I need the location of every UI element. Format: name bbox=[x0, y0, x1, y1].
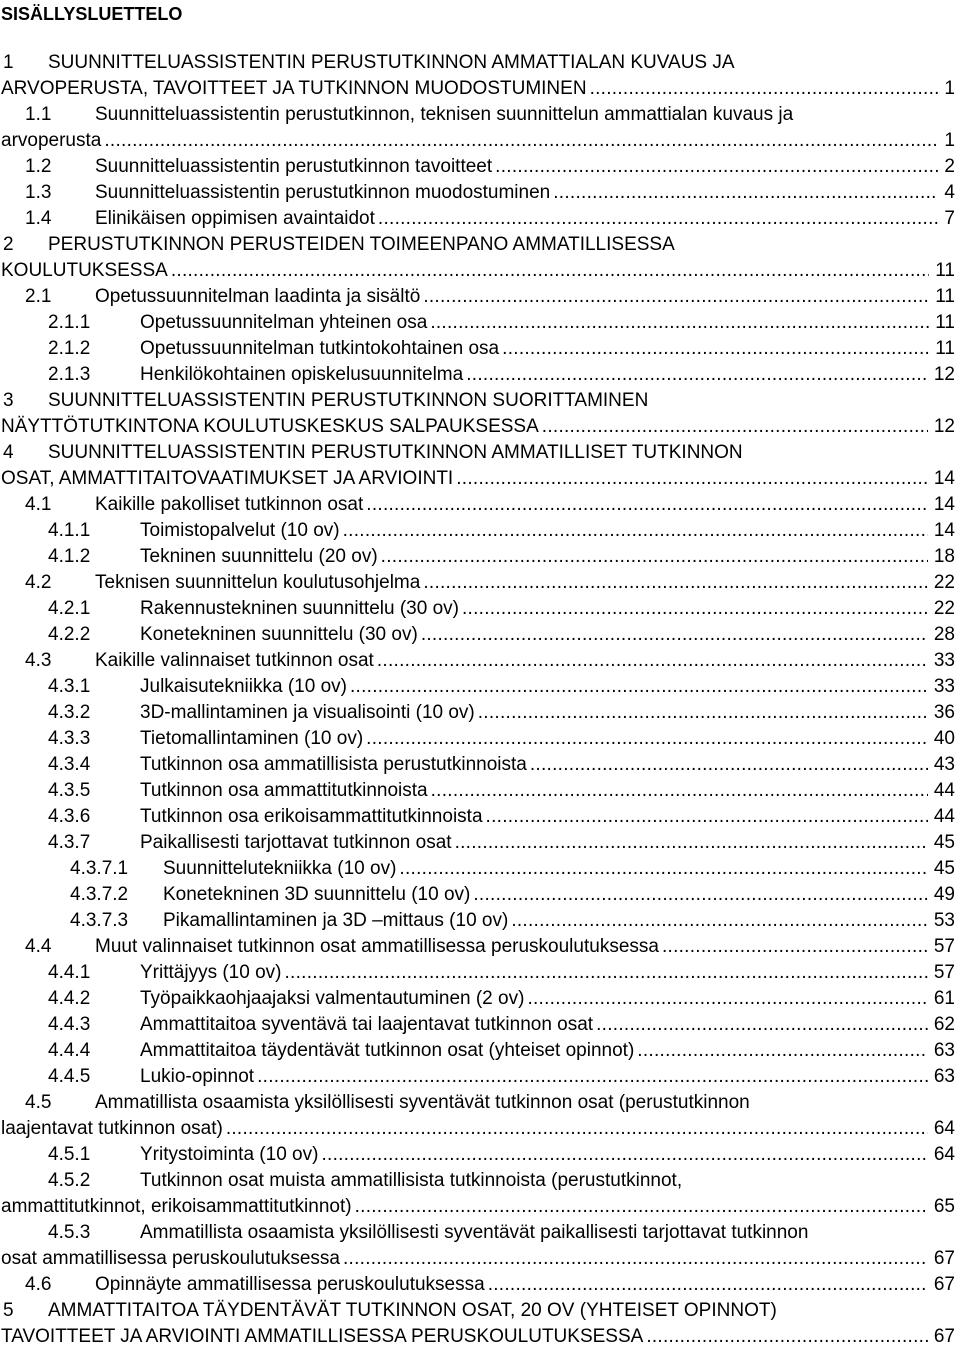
toc-dot-leader bbox=[423, 570, 928, 596]
toc-entry-number: 4.3.2 bbox=[48, 702, 91, 723]
toc-entry[interactable] bbox=[0, 1038, 960, 1064]
toc-entry[interactable] bbox=[0, 856, 960, 882]
toc-entry-page-number: 49 bbox=[933, 884, 955, 905]
toc-entry-page-number: 67 bbox=[933, 1274, 955, 1295]
toc-entry[interactable] bbox=[0, 648, 960, 674]
toc-entry-title: Tutkinnon osa erikoisammattitutkinnoista bbox=[140, 806, 483, 827]
toc-entry-page-number: 67 bbox=[933, 1326, 955, 1347]
toc-entry-title: Opetussuunnitelman yhteinen osa bbox=[140, 312, 428, 333]
toc-dot-leader bbox=[486, 804, 928, 830]
toc-dot-leader bbox=[378, 206, 939, 232]
toc-entry-number: 4.4 bbox=[25, 936, 52, 957]
toc-entry-page-number: 2 bbox=[944, 156, 955, 177]
toc-entry[interactable] bbox=[0, 1298, 960, 1350]
toc-entry-number: 4.3 bbox=[25, 650, 52, 671]
toc-entry-page-number: 57 bbox=[933, 962, 955, 983]
toc-dot-leader bbox=[456, 466, 928, 492]
toc-entry[interactable] bbox=[0, 1012, 960, 1038]
toc-entry[interactable] bbox=[0, 908, 960, 934]
toc-entry-page-number: 33 bbox=[933, 676, 955, 697]
toc-entry-number: 2.1.2 bbox=[48, 338, 91, 359]
toc-dot-leader bbox=[377, 648, 928, 674]
toc-dot-leader bbox=[355, 1194, 928, 1220]
toc-entry-title: Suunnitteluassistentin perustutkinnon tavoitteet bbox=[95, 156, 493, 177]
toc-entry[interactable] bbox=[0, 960, 960, 986]
toc-dot-leader bbox=[350, 674, 928, 700]
toc-entry-page-number: 61 bbox=[933, 988, 955, 1009]
toc-entry[interactable] bbox=[0, 934, 960, 960]
toc-dot-leader bbox=[430, 310, 929, 336]
toc-dot-leader bbox=[466, 362, 928, 388]
toc-entry[interactable] bbox=[0, 596, 960, 622]
toc-dot-leader bbox=[488, 1272, 928, 1298]
toc-entry-number: 4.3.7.3 bbox=[70, 910, 129, 931]
toc-entry-number: 4.2 bbox=[25, 572, 52, 593]
toc-heading: SISÄLLYSLUETTELO bbox=[1, 4, 183, 24]
toc-entry-page-number: 63 bbox=[933, 1040, 955, 1061]
toc-entry-title: Pikamallintaminen ja 3D –mittaus (10 ov) bbox=[163, 910, 509, 931]
toc-dot-leader bbox=[553, 180, 938, 206]
toc-entry-page-number: 33 bbox=[933, 650, 955, 671]
toc-entry-title-continued: arvoperusta bbox=[1, 130, 102, 151]
toc-dot-leader bbox=[527, 986, 927, 1012]
toc-entry-number: 2.1 bbox=[25, 286, 52, 307]
toc-entry-title-continued: laajentavat tutkinnon osat) bbox=[1, 1118, 223, 1139]
toc-entry-page-number: 36 bbox=[933, 702, 955, 723]
toc-entry-page-number: 11 bbox=[935, 260, 955, 281]
toc-dot-leader bbox=[502, 336, 929, 362]
toc-entry[interactable] bbox=[0, 700, 960, 726]
toc-entry-title: SUUNNITTELUASSISTENTIN PERUSTUTKINNON SUORITTAMINEN bbox=[48, 390, 649, 411]
toc-entry[interactable] bbox=[0, 1168, 960, 1220]
toc-entry-number: 4.3.1 bbox=[48, 676, 91, 697]
toc-entry-title: Ammatillista osaamista yksilöllisesti syventävät paikallisesti tarjottavat tutkinnon bbox=[140, 1222, 809, 1243]
toc-entry[interactable] bbox=[0, 986, 960, 1012]
toc-entry-title: Kaikille pakolliset tutkinnon osat bbox=[95, 494, 364, 515]
toc-entry-title: Ammattitaitoa täydentävät tutkinnon osat (yhteiset opinnot) bbox=[140, 1040, 635, 1061]
toc-entry[interactable] bbox=[0, 544, 960, 570]
toc-entry-page-number: 28 bbox=[933, 624, 955, 645]
toc-dot-leader bbox=[366, 726, 928, 752]
toc-entry-title: Yritystoiminta (10 ov) bbox=[140, 1144, 319, 1165]
toc-dot-leader bbox=[343, 1246, 928, 1272]
toc-entry-page-number: 1 bbox=[944, 78, 955, 99]
toc-entry-number: 4.4.1 bbox=[48, 962, 91, 983]
toc-entry-number: 1.3 bbox=[25, 182, 52, 203]
toc-entry-page-number: 64 bbox=[933, 1118, 955, 1139]
toc-entry-title: Opinnäyte ammatillisessa peruskoulutuksessa bbox=[95, 1274, 485, 1295]
toc-entry[interactable] bbox=[0, 310, 960, 336]
toc-entry-number: 1.1 bbox=[25, 104, 52, 125]
toc-entry-page-number: 45 bbox=[933, 858, 955, 879]
toc-entry-title: Ammatillista osaamista yksilöllisesti syventävät tutkinnon osat (perustutkinnon bbox=[95, 1092, 750, 1113]
toc-entry-title: Henkilökohtainen opiskelusuunnitelma bbox=[140, 364, 464, 385]
toc-dot-leader bbox=[343, 518, 928, 544]
toc-entry-title: Julkaisutekniikka (10 ov) bbox=[140, 676, 347, 697]
toc-entry-page-number: 7 bbox=[944, 208, 955, 229]
toc-dot-leader bbox=[399, 856, 927, 882]
toc-entry-title: Kaikille valinnaiset tutkinnon osat bbox=[95, 650, 374, 671]
toc-entry-title: Opetussuunnitelman laadinta ja sisältö bbox=[95, 286, 421, 307]
toc-entry[interactable] bbox=[0, 752, 960, 778]
toc-entry-number: 4.3.3 bbox=[48, 728, 91, 749]
toc-entry[interactable] bbox=[0, 440, 960, 492]
toc-entry-number: 4.5 bbox=[25, 1092, 52, 1113]
toc-entry-title: Toimistopalvelut (10 ov) bbox=[140, 520, 340, 541]
toc-entry-title: Suunnittelutekniikka (10 ov) bbox=[163, 858, 397, 879]
toc-entry-title: Konetekninen suunnittelu (30 ov) bbox=[140, 624, 418, 645]
toc-entry-page-number: 40 bbox=[933, 728, 955, 749]
toc-entry[interactable] bbox=[0, 674, 960, 700]
toc-entry-page-number: 1 bbox=[944, 130, 955, 151]
toc-dot-leader bbox=[590, 76, 939, 102]
toc-entry-title: Paikallisesti tarjottavat tutkinnon osat bbox=[140, 832, 452, 853]
toc-entry-title-continued: TAVOITTEET JA ARVIOINTI AMMATILLISESSA PERUSKOULUTUKSESSA bbox=[1, 1326, 644, 1347]
toc-entry-number: 4.2.1 bbox=[48, 598, 91, 619]
toc-entry-title-continued: KOULUTUKSESSA bbox=[1, 260, 168, 281]
toc-entry[interactable] bbox=[0, 570, 960, 596]
toc-entry-title: Opetussuunnitelman tutkintokohtainen osa bbox=[140, 338, 500, 359]
toc-entry[interactable] bbox=[0, 388, 960, 440]
toc-entry-page-number: 14 bbox=[933, 520, 955, 541]
toc-entry-page-number: 44 bbox=[933, 806, 955, 827]
toc-entry-page-number: 43 bbox=[933, 754, 955, 775]
toc-dot-leader bbox=[171, 258, 929, 284]
toc-entry-page-number: 4 bbox=[944, 182, 955, 203]
toc-entry-number: 4.3.7.1 bbox=[70, 858, 129, 879]
toc-entry[interactable] bbox=[0, 726, 960, 752]
toc-entry[interactable] bbox=[0, 1142, 960, 1168]
table-of-contents bbox=[0, 50, 960, 1350]
toc-entry-number: 4.6 bbox=[25, 1274, 52, 1295]
toc-dot-leader bbox=[421, 622, 928, 648]
toc-entry-title: Tutkinnon osat muista ammatillisista tutkinnoista (perustutkinnot, bbox=[140, 1170, 683, 1191]
toc-entry[interactable] bbox=[0, 778, 960, 804]
toc-entry[interactable] bbox=[0, 284, 960, 310]
toc-entry[interactable] bbox=[0, 102, 960, 154]
toc-entry-title: AMMATTITAITOA TÄYDENTÄVÄT TUTKINNON OSAT, 20 OV (YHTEISET OPINNOT) bbox=[48, 1300, 777, 1321]
toc-entry[interactable] bbox=[0, 518, 960, 544]
toc-dot-leader bbox=[257, 1064, 928, 1090]
toc-entry-page-number: 57 bbox=[933, 936, 955, 957]
toc-entry-number: 2 bbox=[3, 234, 14, 255]
toc-entry[interactable] bbox=[0, 492, 960, 518]
toc-entry-page-number: 12 bbox=[933, 364, 955, 385]
toc-entry-title-continued: NÄYTTÖTUTKINTONA KOULUTUSKESKUS SALPAUKSESSA bbox=[1, 416, 539, 437]
toc-dot-leader bbox=[662, 934, 928, 960]
toc-entry-title-continued: OSAT, AMMATTITAITOVAATIMUKSET JA ARVIOINTI bbox=[1, 468, 454, 489]
toc-entry-page-number: 14 bbox=[933, 468, 955, 489]
toc-dot-leader bbox=[366, 492, 928, 518]
toc-entry-number: 4.5.3 bbox=[48, 1222, 91, 1243]
toc-dot-leader bbox=[431, 778, 928, 804]
toc-entry[interactable] bbox=[0, 50, 960, 102]
toc-entry-number: 5 bbox=[3, 1300, 14, 1321]
toc-entry[interactable] bbox=[0, 1272, 960, 1298]
toc-entry-number: 4.5.1 bbox=[48, 1144, 91, 1165]
toc-entry-number: 4.3.7.2 bbox=[70, 884, 129, 905]
toc-entry-title: Rakennustekninen suunnittelu (30 ov) bbox=[140, 598, 459, 619]
toc-entry-number: 4.3.6 bbox=[48, 806, 91, 827]
toc-entry[interactable] bbox=[0, 830, 960, 856]
toc-dot-leader bbox=[495, 154, 938, 180]
toc-dot-leader bbox=[637, 1038, 928, 1064]
toc-entry-number: 4.4.4 bbox=[48, 1040, 91, 1061]
toc-entry[interactable] bbox=[0, 882, 960, 908]
toc-entry-title: Konetekninen 3D suunnittelu (10 ov) bbox=[163, 884, 471, 905]
toc-dot-leader bbox=[226, 1116, 928, 1142]
toc-entry-number: 4 bbox=[3, 442, 14, 463]
toc-entry-number: 2.1.1 bbox=[48, 312, 91, 333]
toc-entry[interactable] bbox=[0, 336, 960, 362]
toc-entry-title: Tekninen suunnittelu (20 ov) bbox=[140, 546, 378, 567]
toc-entry-page-number: 11 bbox=[935, 338, 955, 359]
toc-entry-number: 4.3.4 bbox=[48, 754, 91, 775]
toc-entry-title: PERUSTUTKINNON PERUSTEIDEN TOIMEENPANO AMMATILLISESSA bbox=[48, 234, 675, 255]
toc-entry[interactable] bbox=[0, 154, 960, 180]
toc-entry-page-number: 64 bbox=[933, 1144, 955, 1165]
toc-dot-leader bbox=[455, 830, 928, 856]
toc-entry[interactable] bbox=[0, 362, 960, 388]
toc-dot-leader bbox=[284, 960, 927, 986]
toc-entry-title: Suunnitteluassistentin perustutkinnon, teknisen suunnittelun ammattialan kuvaus ja bbox=[95, 104, 794, 125]
toc-entry-number: 4.1 bbox=[25, 494, 52, 515]
toc-entry-number: 3 bbox=[3, 390, 14, 411]
toc-entry-number: 1.4 bbox=[25, 208, 52, 229]
toc-entry-title: Lukio-opinnot bbox=[140, 1066, 255, 1087]
toc-entry-title-continued: osat ammatillisessa peruskoulutuksessa bbox=[1, 1248, 340, 1269]
toc-dot-leader bbox=[104, 128, 938, 154]
toc-entry[interactable] bbox=[0, 1220, 960, 1272]
toc-entry-number: 4.1.2 bbox=[48, 546, 91, 567]
toc-entry-number: 4.4.5 bbox=[48, 1066, 91, 1087]
toc-entry-title: Suunnitteluassistentin perustutkinnon muodostuminen bbox=[95, 182, 551, 203]
toc-entry-title: Muut valinnaiset tutkinnon osat ammatillisessa peruskoulutuksessa bbox=[95, 936, 659, 957]
toc-entry[interactable] bbox=[0, 804, 960, 830]
toc-dot-leader bbox=[423, 284, 929, 310]
toc-entry-number: 1.2 bbox=[25, 156, 52, 177]
toc-entry[interactable] bbox=[0, 622, 960, 648]
toc-entry-title: Teknisen suunnittelun koulutusohjelma bbox=[95, 572, 421, 593]
toc-entry[interactable] bbox=[0, 180, 960, 206]
toc-dot-leader bbox=[321, 1142, 927, 1168]
toc-dot-leader bbox=[478, 700, 928, 726]
toc-entry-page-number: 12 bbox=[933, 416, 955, 437]
toc-entry-page-number: 11 bbox=[935, 286, 955, 307]
toc-dot-leader bbox=[511, 908, 928, 934]
toc-entry-title: Tutkinnon osa ammatillisista perustutkinnoista bbox=[140, 754, 527, 775]
toc-entry-number: 4.5.2 bbox=[48, 1170, 91, 1191]
toc-dot-leader bbox=[596, 1012, 928, 1038]
toc-entry-page-number: 45 bbox=[933, 832, 955, 853]
toc-entry-page-number: 11 bbox=[935, 312, 955, 333]
toc-entry-number: 4.1.1 bbox=[48, 520, 91, 541]
toc-entry[interactable] bbox=[0, 1064, 960, 1090]
toc-entry-page-number: 22 bbox=[933, 572, 955, 593]
toc-entry-number: 4.3.5 bbox=[48, 780, 91, 801]
toc-entry-title: SUUNNITTELUASSISTENTIN PERUSTUTKINNON AMMATILLISET TUTKINNON bbox=[48, 442, 743, 463]
toc-dot-leader bbox=[646, 1324, 928, 1350]
toc-entry-page-number: 14 bbox=[933, 494, 955, 515]
toc-entry-title: Elinikäisen oppimisen avaintaidot bbox=[95, 208, 375, 229]
toc-entry-title: Työpaikkaohjaajaksi valmentautuminen (2 ov) bbox=[140, 988, 525, 1009]
toc-dot-leader bbox=[530, 752, 928, 778]
toc-entry-page-number: 65 bbox=[933, 1196, 955, 1217]
toc-entry-title: Tietomallintaminen (10 ov) bbox=[140, 728, 364, 749]
toc-entry-page-number: 67 bbox=[933, 1248, 955, 1269]
toc-entry-number: 1 bbox=[3, 52, 14, 73]
toc-dot-leader bbox=[542, 414, 928, 440]
toc-entry-number: 2.1.3 bbox=[48, 364, 91, 385]
toc-entry-title: SUUNNITTELUASSISTENTIN PERUSTUTKINNON AMMATTIALAN KUVAUS JA bbox=[48, 52, 735, 73]
toc-entry-title-continued: ammattitutkinnot, erikoisammattitutkinnot) bbox=[1, 1196, 352, 1217]
toc-entry-number: 4.4.2 bbox=[48, 988, 91, 1009]
toc-entry-title: Yrittäjyys (10 ov) bbox=[140, 962, 282, 983]
toc-entry[interactable] bbox=[0, 1090, 960, 1142]
toc-entry[interactable] bbox=[0, 206, 960, 232]
toc-entry-page-number: 44 bbox=[933, 780, 955, 801]
toc-entry-title: Tutkinnon osa ammattitutkinnoista bbox=[140, 780, 428, 801]
toc-dot-leader bbox=[473, 882, 927, 908]
toc-entry-page-number: 62 bbox=[933, 1014, 955, 1035]
toc-entry-title: 3D-mallintaminen ja visualisointi (10 ov) bbox=[140, 702, 475, 723]
toc-entry-number: 4.3.7 bbox=[48, 832, 91, 853]
toc-entry-title: Ammattitaitoa syventävä tai laajentavat tutkinnon osat bbox=[140, 1014, 594, 1035]
toc-entry-page-number: 63 bbox=[933, 1066, 955, 1087]
toc-entry-page-number: 18 bbox=[933, 546, 955, 567]
toc-entry-title-continued: ARVOPERUSTA, TAVOITTEET JA TUTKINNON MUODOSTUMINEN bbox=[1, 78, 587, 99]
toc-entry-page-number: 22 bbox=[933, 598, 955, 619]
toc-entry-page-number: 53 bbox=[933, 910, 955, 931]
toc-dot-leader bbox=[462, 596, 928, 622]
toc-entry-number: 4.2.2 bbox=[48, 624, 91, 645]
toc-entry-number: 4.4.3 bbox=[48, 1014, 91, 1035]
toc-entry[interactable] bbox=[0, 232, 960, 284]
toc-dot-leader bbox=[381, 544, 928, 570]
